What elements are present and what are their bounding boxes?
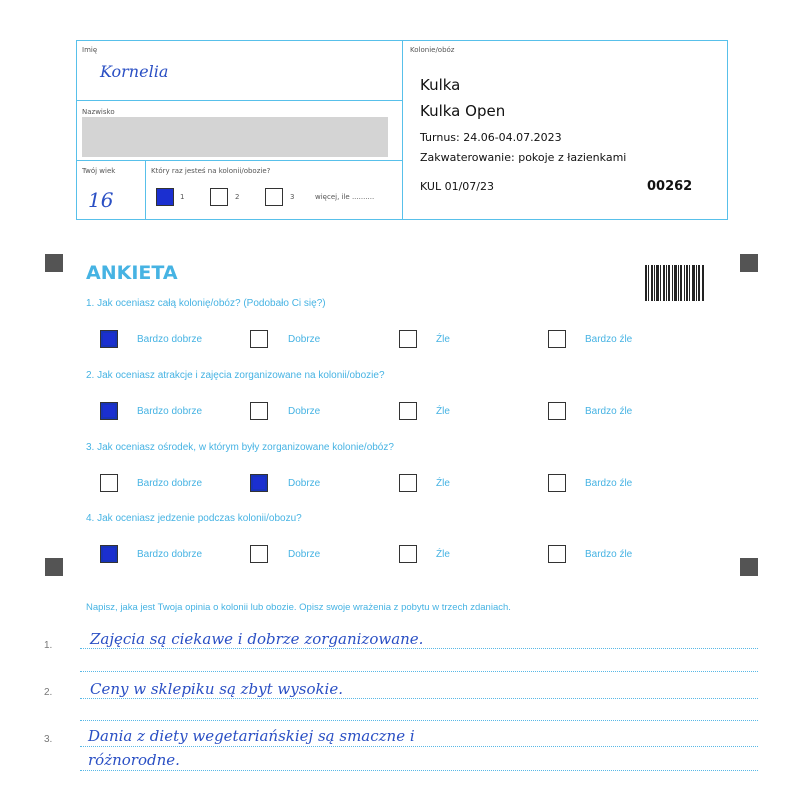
- answer-line-3-cont[interactable]: różnorodne.: [88, 751, 180, 769]
- header-divider-vertical: [402, 40, 403, 220]
- answer-number-3: 3.: [44, 734, 53, 745]
- answer-number-2: 2.: [44, 687, 53, 698]
- q4-option-bardzo-dobrze: Bardzo dobrze: [137, 549, 203, 560]
- times-option-2: 2: [235, 193, 240, 201]
- times-option-more: więcej, ile ..........: [315, 193, 375, 201]
- answer-rule-2b: [80, 720, 758, 721]
- q1-option-bardzo-zle: Bardzo źle: [585, 334, 633, 345]
- q1-checkbox-bardzo-zle[interactable]: [548, 330, 566, 348]
- answer-rule-2a: [80, 698, 758, 699]
- q2-option-zle: Źle: [436, 406, 450, 417]
- q1-option-bardzo-dobrze: Bardzo dobrze: [137, 334, 203, 345]
- times-option-1: 1: [180, 193, 185, 201]
- q4-checkbox-bardzo-zle[interactable]: [548, 545, 566, 563]
- barcode-icon: [645, 265, 705, 301]
- q2-checkbox-zle[interactable]: [399, 402, 417, 420]
- registration-marker-bl: [45, 558, 63, 576]
- answer-line-1[interactable]: Zajęcia są ciekawe i dobrze zorganizowane.: [90, 630, 424, 648]
- age-label: Twój wiek: [82, 167, 116, 175]
- times-checkbox-1[interactable]: [156, 188, 174, 206]
- q2-option-dobrze: Dobrze: [288, 406, 321, 417]
- q2-option-bardzo-dobrze: Bardzo dobrze: [137, 406, 203, 417]
- registration-marker-tl: [45, 254, 63, 272]
- q3-checkbox-bardzo-dobrze[interactable]: [100, 474, 118, 492]
- times-checkbox-3[interactable]: [265, 188, 283, 206]
- survey-title: ANKIETA: [86, 262, 178, 284]
- name-label: Imię: [82, 46, 98, 54]
- question-3-text: 3. Jak oceniasz ośrodek, w którym były zorganizowane kolonie/obóz?: [86, 442, 394, 453]
- q3-option-bardzo-zle: Bardzo źle: [585, 478, 633, 489]
- camp-name: Kulka: [420, 76, 461, 94]
- q3-checkbox-bardzo-zle[interactable]: [548, 474, 566, 492]
- answer-rule-3a: [80, 746, 758, 747]
- turnus: Turnus: 24.06-04.07.2023: [420, 131, 562, 144]
- q3-checkbox-dobrze[interactable]: [250, 474, 268, 492]
- surname-redacted: [82, 117, 388, 157]
- answer-rule-1a: [80, 648, 758, 649]
- camp-subname: Kulka Open: [420, 102, 506, 120]
- q2-option-bardzo-zle: Bardzo źle: [585, 406, 633, 417]
- q1-option-dobrze: Dobrze: [288, 334, 321, 345]
- q4-checkbox-dobrze[interactable]: [250, 545, 268, 563]
- opinion-prompt: Napisz, jaka jest Twoja opinia o kolonii lub obozie. Opisz swoje wrażenia z pobytu w trzech zdaniach.: [86, 602, 511, 613]
- camp-label: Kolonie/obóz: [410, 46, 455, 54]
- q4-option-dobrze: Dobrze: [288, 549, 321, 560]
- q1-checkbox-zle[interactable]: [399, 330, 417, 348]
- camp-code: KUL 01/07/23: [420, 180, 494, 193]
- question-2-text: 2. Jak oceniasz atrakcje i zajęcia zorganizowane na kolonii/obozie?: [86, 370, 385, 381]
- q3-option-bardzo-dobrze: Bardzo dobrze: [137, 478, 203, 489]
- name-value[interactable]: Kornelia: [100, 62, 169, 81]
- accommodation: Zakwaterowanie: pokoje z łazienkami: [420, 151, 627, 164]
- q1-checkbox-dobrze[interactable]: [250, 330, 268, 348]
- q3-option-dobrze: Dobrze: [288, 478, 321, 489]
- q4-option-bardzo-zle: Bardzo źle: [585, 549, 633, 560]
- question-4-text: 4. Jak oceniasz jedzenie podczas kolonii/obozu?: [86, 513, 302, 524]
- q3-option-zle: Źle: [436, 478, 450, 489]
- q1-option-zle: Źle: [436, 334, 450, 345]
- header-divider-2: [76, 160, 403, 161]
- answer-line-3[interactable]: Dania z diety wegetariańskiej są smaczne i: [88, 727, 415, 745]
- answer-rule-3b: [80, 770, 758, 771]
- header-divider-3: [145, 160, 146, 220]
- q2-checkbox-bardzo-dobrze[interactable]: [100, 402, 118, 420]
- question-1-text: 1. Jak oceniasz całą kolonię/obóz? (Podobało Ci się?): [86, 298, 326, 309]
- q2-checkbox-bardzo-zle[interactable]: [548, 402, 566, 420]
- form-number: 00262: [647, 179, 693, 194]
- surname-label: Nazwisko: [82, 108, 115, 116]
- times-label: Który raz jesteś na kolonii/obozie?: [151, 167, 271, 175]
- q4-option-zle: Źle: [436, 549, 450, 560]
- q4-checkbox-bardzo-dobrze[interactable]: [100, 545, 118, 563]
- times-checkbox-2[interactable]: [210, 188, 228, 206]
- age-value[interactable]: 16: [88, 188, 114, 212]
- answer-number-1: 1.: [44, 640, 53, 651]
- times-option-3: 3: [290, 193, 295, 201]
- registration-marker-br: [740, 558, 758, 576]
- q4-checkbox-zle[interactable]: [399, 545, 417, 563]
- answer-line-2[interactable]: Ceny w sklepiku są zbyt wysokie.: [90, 680, 344, 698]
- q3-checkbox-zle[interactable]: [399, 474, 417, 492]
- q2-checkbox-dobrze[interactable]: [250, 402, 268, 420]
- registration-marker-tr: [740, 254, 758, 272]
- q1-checkbox-bardzo-dobrze[interactable]: [100, 330, 118, 348]
- header-divider-1: [76, 100, 403, 101]
- answer-rule-1b: [80, 671, 758, 672]
